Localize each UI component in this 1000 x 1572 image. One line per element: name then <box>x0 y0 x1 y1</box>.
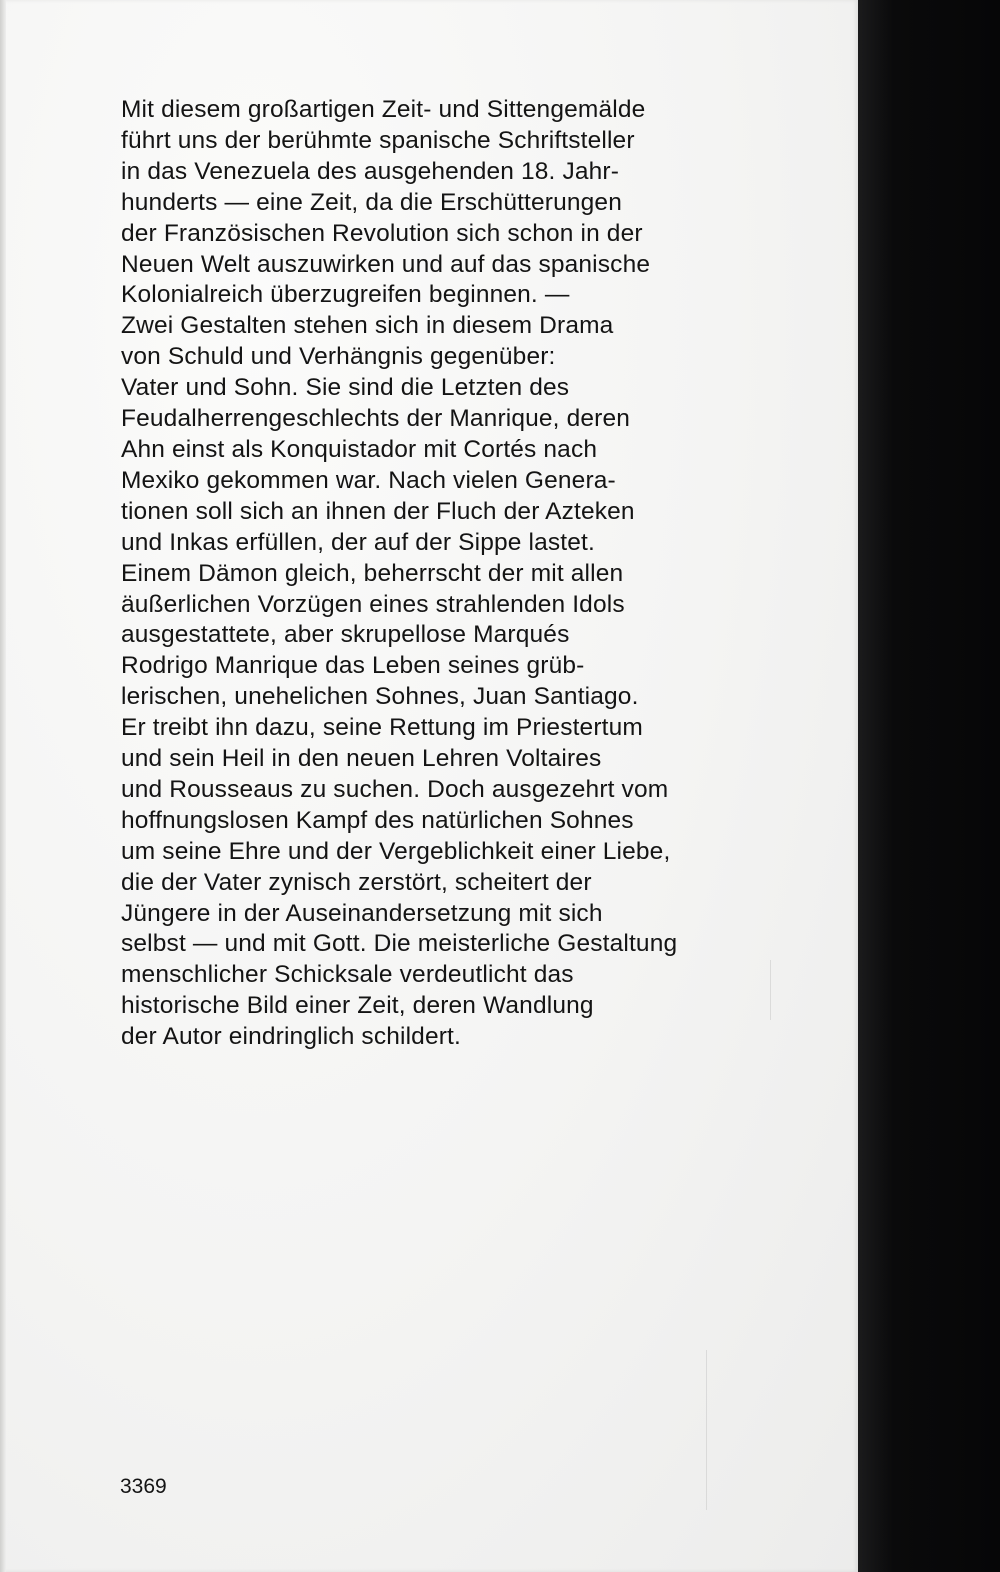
blurb-line-20: lerischen, unehelichen Sohnes, Juan Santiago. <box>121 683 639 711</box>
blurb-line-25: um seine Ehre und der Vergeblichkeit einer Liebe, <box>121 837 671 865</box>
blurb-line-26: die der Vater zynisch zerstört, scheitert der <box>121 868 592 896</box>
blurb-line-15: und Inkas erfüllen, der auf der Sippe lastet. <box>121 528 595 556</box>
blurb-line-8: Zwei Gestalten stehen sich in diesem Drama <box>121 312 614 340</box>
blurb-line-3: in das Venezuela des ausgehenden 18. Jahr- <box>121 157 620 185</box>
paper-crease-upper <box>770 960 771 1020</box>
blurb-line-18: ausgestattete, aber skrupellose Marqués <box>121 621 570 649</box>
blurb-line-6: Neuen Welt auszuwirken und auf das spanische <box>121 250 651 278</box>
blurb-line-7: Kolonialreich überzugreifen beginnen. — <box>121 281 570 309</box>
blurb-line-11: Feudalherrengeschlechts der Manrique, deren <box>121 405 630 433</box>
blurb-line-1: Mit diesem großartigen Zeit- und Sittengemälde <box>121 96 646 123</box>
blurb-text <box>121 95 761 1053</box>
blurb-line-17: äußerlichen Vorzügen eines strahlenden Idols <box>121 590 625 618</box>
blurb-line-29: menschlicher Schicksale verdeutlicht das <box>121 961 574 989</box>
blurb-line-19: Rodrigo Manrique das Leben seines grüb- <box>121 652 585 680</box>
blurb-line-2: führt uns der berühmte spanische Schriftsteller <box>121 126 635 154</box>
paper-crease <box>706 1350 707 1510</box>
blurb-line-21: Er treibt ihn dazu, seine Rettung im Priestertum <box>121 714 643 742</box>
blurb-line-28: selbst — und mit Gott. Die meisterliche Gestaltung <box>121 930 678 958</box>
blurb-line-12: Ahn einst als Konquistador mit Cortés nach <box>121 435 598 463</box>
blurb-line-4: hunderts — eine Zeit, da die Erschütterungen <box>121 188 622 216</box>
blurb-line-5: der Französischen Revolution sich schon in der <box>121 219 643 247</box>
blurb-line-31: der Autor eindringlich schildert. <box>121 1023 461 1051</box>
dark-background-edge <box>858 0 1000 1572</box>
blurb-line-14: tionen soll sich an ihnen der Fluch der Azteken <box>121 497 635 525</box>
blurb-line-10: Vater und Sohn. Sie sind die Letzten des <box>121 374 570 402</box>
blurb-line-22: und sein Heil in den neuen Lehren Voltaires <box>121 745 602 773</box>
blurb-line-24: hoffnungslosen Kampf des natürlichen Sohnes <box>121 806 634 834</box>
blurb-line-13: Mexiko gekommen war. Nach vielen Genera- <box>121 466 616 494</box>
catalog-number: 3369 <box>120 1475 167 1498</box>
page-left-edge <box>0 0 6 1572</box>
blurb-line-9: von Schuld und Verhängnis gegenüber: <box>121 343 556 371</box>
blurb-line-27: Jüngere in der Auseinandersetzung mit sich <box>121 899 603 927</box>
blurb-line-23: und Rousseaus zu suchen. Doch ausgezehrt vom <box>121 775 669 803</box>
blurb-line-30: historische Bild einer Zeit, deren Wandlung <box>121 992 594 1020</box>
blurb-line-16: Einem Dämon gleich, beherrscht der mit allen <box>121 559 624 587</box>
